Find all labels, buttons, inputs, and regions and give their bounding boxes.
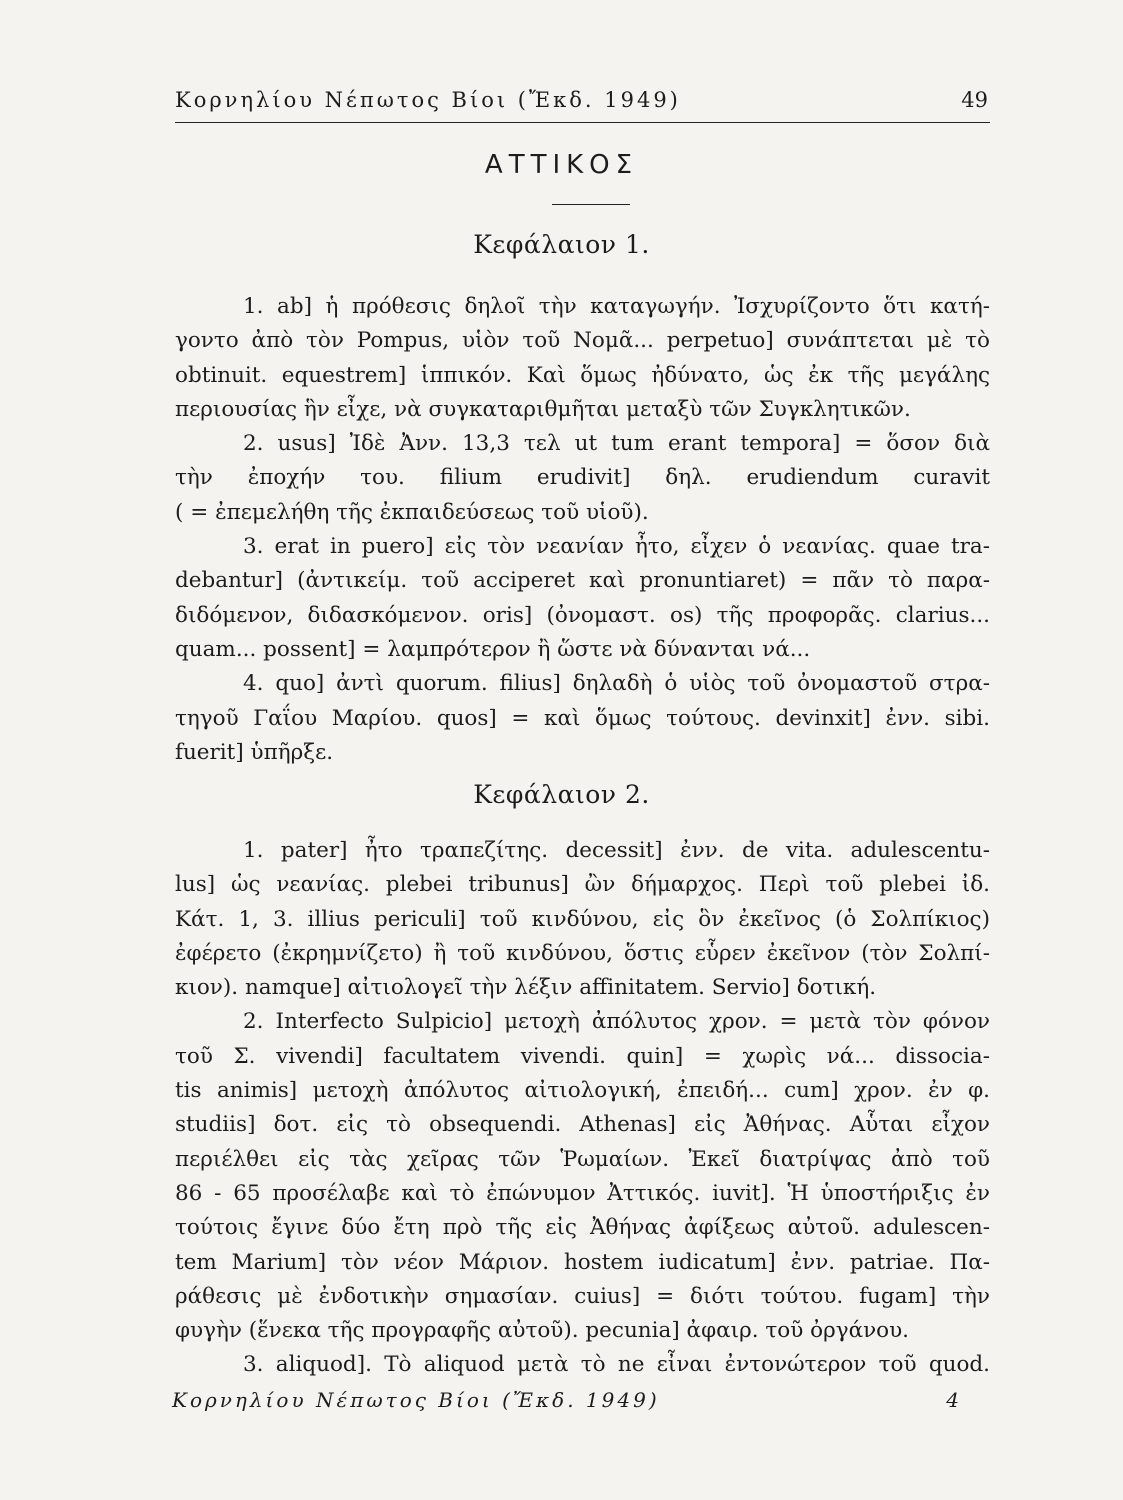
text-line: διδόμενον, διδασκόμενον. oris] (ὀνομαστ. os) τῆς προφορᾶς. clarius... xyxy=(175,602,990,628)
text-line: 3. aliquod]. Τὸ aliquod μετὰ τὸ ne εἶναι ἐντονώτερον τοῦ quod. xyxy=(243,1352,990,1378)
chapter-2-heading: Κεφάλαιον 2. xyxy=(473,780,650,809)
section-title: ΑΤΤΙΚΟΣ xyxy=(484,150,639,180)
page-number: 49 xyxy=(961,88,988,112)
text-line: tis animis] μετοχὴ ἀπόλυτος αἰτιολογική, ἐπειδή... cum] χρον. ἐν φ. xyxy=(175,1078,990,1104)
chapter-2-text xyxy=(175,834,990,1383)
text-line: quam... possent] = λαμπρότερον ἢ ὥστε νὰ δύνανται νά... xyxy=(175,636,811,662)
text-line: studiis] δοτ. εἰς τὸ obsequendi. Athenas] εἰς Ἀθήνας. Αὗται εἶχον xyxy=(175,1112,990,1138)
text-line: tem Marium] τὸν νέον Μάριον. hostem iudicatum] ἐνν. patriae. Πα- xyxy=(175,1249,990,1275)
footer-running-title: Κορνηλίου Νέπωτος Βίοι (Ἔκδ. 1949) xyxy=(172,1388,660,1412)
page-footer xyxy=(172,1388,987,1420)
text-line: 3. erat in puero] εἰς τὸν νεανίαν ἦτο, εἶχεν ὁ νεανίας. quae tra- xyxy=(243,534,990,560)
text-line: τηγοῦ Γαΐου Μαρίου. quos] = καὶ ὅμως τούτους. devinxit] ἐνν. sibi. xyxy=(175,705,990,731)
text-line: ( = ἐπεμελήθη τῆς ἐκπαιδεύσεως τοῦ υἱοῦ). xyxy=(175,499,649,525)
text-line: 4. quo] ἀντὶ quorum. filius] δηλαδὴ ὁ υἱὸς τοῦ ὀνομαστοῦ στρα- xyxy=(243,671,990,697)
text-line: τούτοις ἔγινε δύο ἔτη πρὸ τῆς εἰς Ἀθήνας ἀφίξεως αὐτοῦ. adulescen- xyxy=(175,1215,990,1241)
text-line: περιουσίας ἣν εἶχε, νὰ συγκαταριθμῆται μεταξὺ τῶν Συγκλητικῶν. xyxy=(175,396,911,422)
text-line: ράθεσις μὲ ἐνδοτικὴν σημασίαν. cuius] = διότι τούτου. fugam] τὴν xyxy=(175,1283,990,1309)
text-line: 1. pater] ἦτο τραπεζίτης. decessit] ἐνν. de vita. adulescentu- xyxy=(243,838,990,863)
text-line: περιέλθει εἰς τὰς χεῖρας τῶν Ῥωμαίων. Ἐκεῖ διατρίψας ἀπὸ τοῦ xyxy=(175,1146,990,1172)
text-line: debantur] (ἀντικείμ. τοῦ acciperet καὶ pronuntiaret) = πᾶν τὸ παρα- xyxy=(175,568,990,594)
text-line: obtinuit. equestrem] ἱππικόν. Καὶ ὅμως ἠδύνατο, ὡς ἐκ τῆς μεγάλης xyxy=(175,362,990,388)
text-line: τὴν ἐποχήν του. filium erudivit] δηλ. erudiendum curavit xyxy=(175,465,990,491)
text-line: κιον). namque] αἰτιολογεῖ τὴν λέξιν affinitatem. Servio] δοτική. xyxy=(175,975,877,1001)
text-line: 86 - 65 προσέλαβε καὶ τὸ ἐπώνυμον Ἀττικός. iuvit]. Ἡ ὑποστήριξις ἐν xyxy=(175,1180,990,1206)
text-line: 2. usus] Ἰδὲ Ἀνν. 13,3 τελ ut tum erant tempora] = ὅσον διὰ xyxy=(243,431,990,457)
title-rule xyxy=(552,204,630,205)
text-line: γοντο ἀπὸ τὸν Pompus, υἱὸν τοῦ Νομᾶ... perpetuo] συνάπτεται μὲ τὸ xyxy=(175,328,990,354)
text-line: lus] ὡς νεανίας. plebei tribunus] ὢν δήμαρχος. Περὶ τοῦ plebei ἰδ. xyxy=(175,872,990,898)
chapter-1-heading: Κεφάλαιον 1. xyxy=(473,230,650,259)
text-line: 2. Interfecto Sulpicio] μετοχὴ ἀπόλυτος χρον. = μετὰ τὸν φόνον xyxy=(243,1009,990,1035)
chapter-1-text xyxy=(175,290,990,770)
text-line: ἐφέρετο (ἐκρημνίζετο) ἢ τοῦ κινδύνου, ὅστις εὗρεν ἐκεῖνον (τὸν Σολπί- xyxy=(175,940,990,966)
text-line: 1. ab] ἡ πρόθεσις δηλοῖ τὴν καταγωγήν. Ἰσχυρίζοντο ὅτι κατή- xyxy=(243,294,990,319)
text-line: Κάτ. 1, 3. illius periculi] τοῦ κινδύνου, εἰς ὃν ἐκεῖνος (ὁ Σολπίκιος) xyxy=(175,906,990,932)
text-line: φυγὴν (ἕνεκα τῆς προγραφῆς αὐτοῦ). pecunia] ἀφαιρ. τοῦ ὀργάνου. xyxy=(175,1318,910,1344)
running-title: Κορνηλίου Νέπωτος Βίοι (Ἔκδ. 1949) xyxy=(175,88,681,112)
page-header xyxy=(175,86,990,123)
text-line: fuerit] ὑπῆρξε. xyxy=(175,739,334,765)
signature-mark: 4 xyxy=(946,1388,959,1412)
text-line: τοῦ Σ. vivendi] facultatem vivendi. quin] = χωρὶς νά... dissocia- xyxy=(175,1043,990,1069)
